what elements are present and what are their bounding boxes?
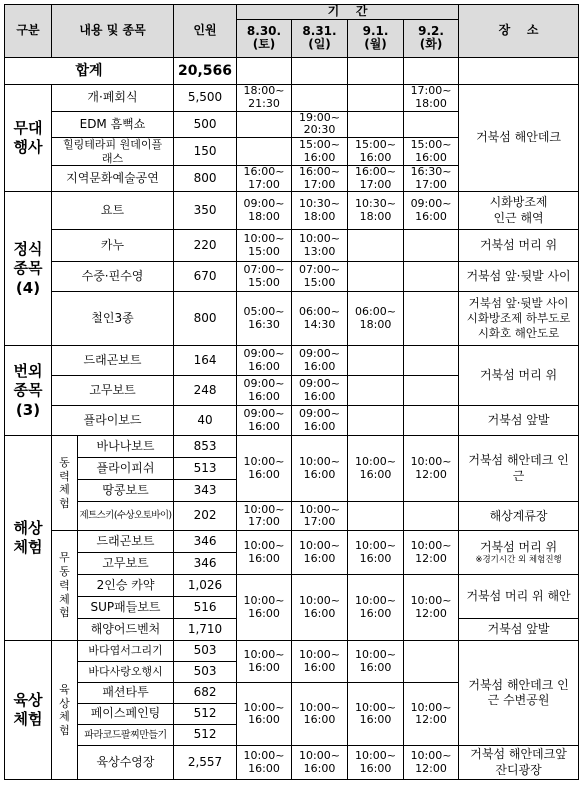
time-cell: 15:00~ 16:00 bbox=[404, 138, 459, 166]
people-value: 512 bbox=[174, 725, 237, 746]
list-item: 요트 bbox=[52, 192, 174, 230]
list-item: 수중·핀수영 bbox=[52, 262, 174, 292]
time-cell: 19:00~ 20:30 bbox=[292, 111, 348, 137]
people-value: 202 bbox=[174, 502, 237, 531]
list-item: 플라이피쉬 bbox=[78, 458, 174, 480]
people-value: 343 bbox=[174, 480, 237, 502]
list-item: 플라이보드 bbox=[52, 406, 174, 436]
place-cell: 거북섬 앞·뒷발 사이 bbox=[459, 262, 579, 292]
place-cell: 거북섬 앞발 bbox=[459, 619, 579, 641]
time-cell: 16:30~ 17:00 bbox=[404, 166, 459, 192]
place-cell: 해상계류장 bbox=[459, 502, 579, 531]
place-cell: 거북섬 머리 위 bbox=[459, 346, 579, 406]
place-note: ※경기시간 외 체험진행 bbox=[475, 555, 562, 566]
place-cell: 시화방조제 인근 해역 bbox=[459, 192, 579, 230]
header-place: 장 소 bbox=[459, 5, 579, 58]
category-official: 정식 종목 (4) bbox=[5, 192, 52, 346]
time-cell: 10:00~ 16:00 bbox=[292, 531, 348, 575]
time-cell: 16:00~ 17:00 bbox=[237, 166, 292, 192]
time-cell: 10:00~ 16:00 bbox=[292, 575, 348, 641]
people-value: 1,710 bbox=[174, 619, 237, 641]
header-category: 구분 bbox=[5, 5, 52, 58]
people-value: 670 bbox=[174, 262, 237, 292]
total-label: 합계 bbox=[5, 57, 174, 84]
time-cell: 06:00~ 14:30 bbox=[292, 292, 348, 346]
time-cell: 18:00~ 21:30 bbox=[237, 84, 292, 111]
time-cell: 09:00~ 18:00 bbox=[237, 192, 292, 230]
people-value: 500 bbox=[174, 111, 237, 137]
header-date-4: 9.2. (화) bbox=[404, 19, 459, 57]
header-people: 인원 bbox=[174, 5, 237, 58]
list-item: 페이스페인팅 bbox=[78, 704, 174, 725]
time-cell bbox=[348, 111, 404, 137]
place-cell: 거북섬 머리 위 ※경기시간 외 체험진행 bbox=[459, 531, 579, 575]
place-cell: 거북섬 앞·뒷발 사이 시화방조제 하부도로 시화호 해안도로 bbox=[459, 292, 579, 346]
people-value: 682 bbox=[174, 683, 237, 704]
time-cell: 10:00~ 16:00 bbox=[237, 575, 292, 641]
list-item: 바다엽서그리기 bbox=[78, 641, 174, 662]
list-item: EDM 흠뻑쇼 bbox=[52, 111, 174, 137]
people-value: 2,557 bbox=[174, 746, 237, 780]
time-cell bbox=[404, 292, 459, 346]
time-cell: 10:00~ 17:00 bbox=[237, 502, 292, 531]
time-cell bbox=[404, 230, 459, 262]
people-value: 513 bbox=[174, 458, 237, 480]
time-cell: 10:00~ 15:00 bbox=[237, 230, 292, 262]
people-value: 350 bbox=[174, 192, 237, 230]
list-item: 힐링테라피 원데이플 래스 bbox=[52, 138, 174, 166]
list-item: 철인3종 bbox=[52, 292, 174, 346]
time-cell bbox=[292, 84, 348, 111]
list-item: 지역문화예술공연 bbox=[52, 166, 174, 192]
time-cell: 09:00~ 16:00 bbox=[292, 376, 348, 406]
time-cell: 10:00~ 16:00 bbox=[348, 436, 404, 502]
people-value: 1,026 bbox=[174, 575, 237, 597]
time-cell: 10:00~ 16:00 bbox=[237, 746, 292, 780]
header-content: 내용 및 종목 bbox=[52, 5, 174, 58]
list-item: 고무보트 bbox=[52, 376, 174, 406]
place-cell: 거북섬 해안데크 인 근 수변공원 bbox=[459, 641, 579, 746]
time-cell bbox=[404, 262, 459, 292]
time-cell: 17:00~ 18:00 bbox=[404, 84, 459, 111]
time-cell: 10:00~ 16:00 bbox=[348, 531, 404, 575]
time-cell: 09:00~ 16:00 bbox=[237, 406, 292, 436]
place-cell: 거북섬 해안데크앞 잔디광장 bbox=[459, 746, 579, 780]
people-value: 248 bbox=[174, 376, 237, 406]
list-item: 2인승 카약 bbox=[78, 575, 174, 597]
list-item: 해양어드벤처 bbox=[78, 619, 174, 641]
time-cell: 10:00~ 16:00 bbox=[292, 641, 348, 683]
people-value: 40 bbox=[174, 406, 237, 436]
header-date-3: 9.1. (월) bbox=[348, 19, 404, 57]
time-cell: 10:00~ 16:00 bbox=[348, 641, 404, 683]
subcategory-unpowered: 무 동 력 체 험 bbox=[52, 531, 78, 641]
list-item: 드래곤보트 bbox=[52, 346, 174, 376]
people-value: 346 bbox=[174, 553, 237, 575]
time-cell: 09:00~ 16:00 bbox=[292, 346, 348, 376]
time-cell: 10:00~ 17:00 bbox=[292, 502, 348, 531]
list-item: 드래곤보트 bbox=[78, 531, 174, 553]
time-cell: 10:00~ 16:00 bbox=[237, 683, 292, 746]
list-item: 제트스키(수상오토바이) bbox=[78, 502, 174, 531]
time-cell bbox=[237, 111, 292, 137]
time-cell: 10:00~ 16:00 bbox=[348, 746, 404, 780]
time-cell bbox=[348, 230, 404, 262]
time-cell: 10:00~ 13:00 bbox=[292, 230, 348, 262]
list-item: 파라코드팔찌만들기 bbox=[78, 725, 174, 746]
people-value: 516 bbox=[174, 597, 237, 619]
time-cell: 10:00~ 16:00 bbox=[348, 683, 404, 746]
list-item: SUP패들보트 bbox=[78, 597, 174, 619]
time-cell: 07:00~ 15:00 bbox=[237, 262, 292, 292]
time-cell: 10:00~ 12:00 bbox=[404, 531, 459, 575]
people-value: 150 bbox=[174, 138, 237, 166]
total-people: 20,566 bbox=[174, 57, 237, 84]
time-cell bbox=[237, 138, 292, 166]
time-cell: 07:00~ 15:00 bbox=[292, 262, 348, 292]
time-cell: 10:00~ 16:00 bbox=[292, 436, 348, 502]
time-cell: 10:00~ 16:00 bbox=[237, 531, 292, 575]
time-cell: 10:00~ 16:00 bbox=[292, 683, 348, 746]
time-cell: 10:00~ 16:00 bbox=[292, 746, 348, 780]
time-cell: 15:00~ 16:00 bbox=[292, 138, 348, 166]
list-item: 바다사랑오행시 bbox=[78, 662, 174, 683]
people-value: 853 bbox=[174, 436, 237, 458]
header-period: 기 간 bbox=[237, 5, 459, 20]
subcategory-land: 육 상 체 험 bbox=[52, 641, 78, 780]
category-stage: 무대 행사 bbox=[5, 84, 52, 192]
place-cell: 거북섬 앞발 bbox=[459, 406, 579, 436]
people-value: 800 bbox=[174, 292, 237, 346]
header-date-2: 8.31. (일) bbox=[292, 19, 348, 57]
time-cell: 15:00~ 16:00 bbox=[348, 138, 404, 166]
list-item: 패션타투 bbox=[78, 683, 174, 704]
list-item: 바나나보트 bbox=[78, 436, 174, 458]
list-item: 땅콩보트 bbox=[78, 480, 174, 502]
time-cell: 10:30~ 18:00 bbox=[292, 192, 348, 230]
category-extra: 번외 종목 (3) bbox=[5, 346, 52, 436]
time-cell: 09:00~ 16:00 bbox=[237, 346, 292, 376]
place-cell: 거북섬 해안데크 인 근 bbox=[459, 436, 579, 502]
schedule-table bbox=[4, 4, 579, 780]
header-date-1: 8.30. (토) bbox=[237, 19, 292, 57]
people-value: 503 bbox=[174, 662, 237, 683]
category-land: 육상 체험 bbox=[5, 641, 52, 780]
place-cell: 거북섬 머리 위 해안 bbox=[459, 575, 579, 619]
category-marine: 해상 체험 bbox=[5, 436, 52, 641]
people-value: 800 bbox=[174, 166, 237, 192]
time-cell: 16:00~ 17:00 bbox=[292, 166, 348, 192]
time-cell: 10:00~ 12:00 bbox=[404, 436, 459, 502]
place-cell: 거북섬 머리 위 bbox=[459, 230, 579, 262]
time-cell: 10:00~ 16:00 bbox=[237, 641, 292, 683]
time-cell: 09:00~ 16:00 bbox=[404, 192, 459, 230]
list-item: 개·폐회식 bbox=[52, 84, 174, 111]
time-cell: 16:00~ 17:00 bbox=[348, 166, 404, 192]
people-value: 164 bbox=[174, 346, 237, 376]
time-cell: 06:00~ 18:00 bbox=[348, 292, 404, 346]
time-cell: 10:00~ 12:00 bbox=[404, 575, 459, 641]
people-value: 512 bbox=[174, 704, 237, 725]
people-value: 220 bbox=[174, 230, 237, 262]
people-value: 346 bbox=[174, 531, 237, 553]
time-cell: 05:00~ 16:30 bbox=[237, 292, 292, 346]
time-cell bbox=[348, 262, 404, 292]
time-cell: 10:00~ 12:00 bbox=[404, 746, 459, 780]
list-item: 육상수영장 bbox=[78, 746, 174, 780]
people-value: 503 bbox=[174, 641, 237, 662]
time-cell: 10:00~ 16:00 bbox=[237, 436, 292, 502]
list-item: 고무보트 bbox=[78, 553, 174, 575]
list-item: 카누 bbox=[52, 230, 174, 262]
place-stage: 거북섬 해안데크 bbox=[459, 84, 579, 192]
time-cell: 09:00~ 16:00 bbox=[237, 376, 292, 406]
subcategory-powered: 동 력 체 험 bbox=[52, 436, 78, 531]
time-cell: 10:00~ 12:00 bbox=[404, 683, 459, 746]
time-cell: 10:00~ 16:00 bbox=[348, 575, 404, 641]
time-cell bbox=[348, 84, 404, 111]
people-value: 5,500 bbox=[174, 84, 237, 111]
time-cell: 10:30~ 18:00 bbox=[348, 192, 404, 230]
time-cell: 09:00~ 16:00 bbox=[292, 406, 348, 436]
time-cell bbox=[404, 111, 459, 137]
